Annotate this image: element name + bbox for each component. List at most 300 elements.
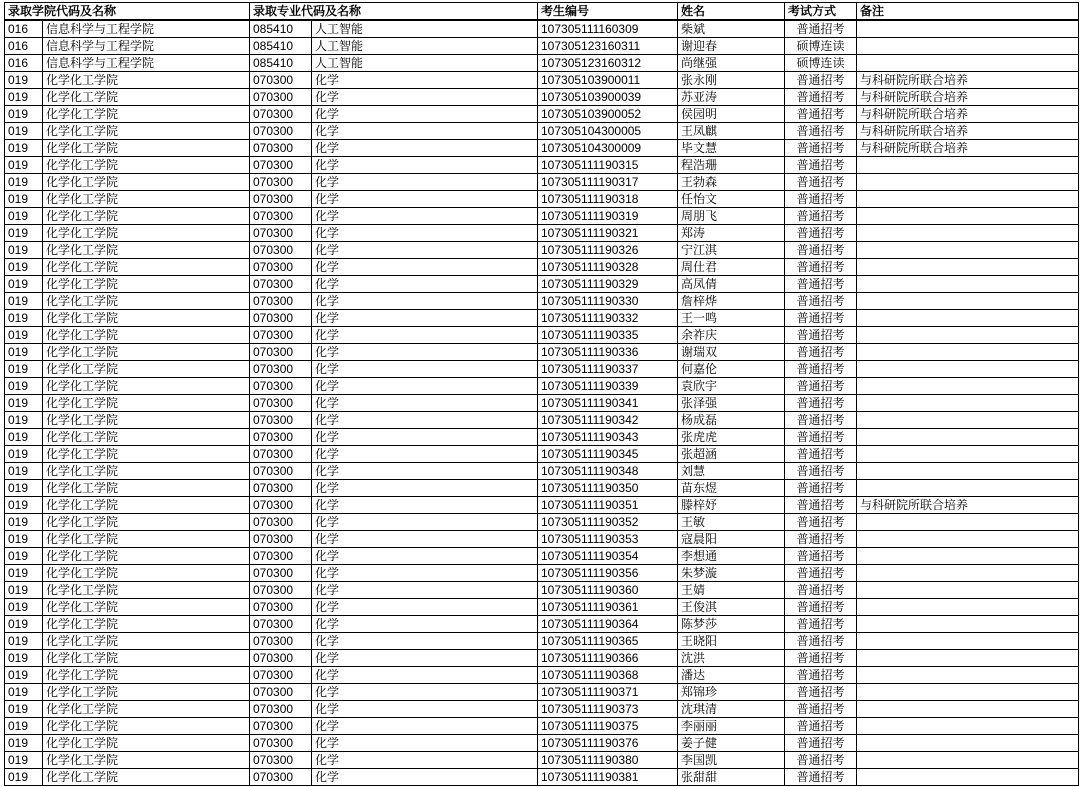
cell-note bbox=[857, 531, 1079, 548]
cell-major-code: 070300 bbox=[250, 89, 312, 106]
cell-exam-type: 普通招考 bbox=[785, 361, 857, 378]
cell-student-id: 107305111190329 bbox=[538, 276, 678, 293]
cell-note bbox=[857, 157, 1079, 174]
cell-college-name: 化学化工学院 bbox=[43, 667, 250, 684]
cell-exam-type: 普通招考 bbox=[785, 123, 857, 140]
cell-exam-type: 普通招考 bbox=[785, 344, 857, 361]
cell-major-code: 070300 bbox=[250, 140, 312, 157]
table-row bbox=[5, 480, 1079, 497]
cell-major-name: 化学 bbox=[312, 429, 538, 446]
cell-major-code: 070300 bbox=[250, 582, 312, 599]
cell-exam-type: 普通招考 bbox=[785, 480, 857, 497]
cell-college-name: 化学化工学院 bbox=[43, 463, 250, 480]
cell-student-id: 107305111190381 bbox=[538, 769, 678, 786]
cell-note bbox=[857, 735, 1079, 752]
cell-note bbox=[857, 38, 1079, 55]
cell-student-name: 宁江淇 bbox=[678, 242, 785, 259]
table-row bbox=[5, 514, 1079, 531]
cell-student-name: 张永刚 bbox=[678, 72, 785, 89]
cell-major-code: 070300 bbox=[250, 191, 312, 208]
cell-note bbox=[857, 514, 1079, 531]
cell-college-code: 019 bbox=[5, 378, 43, 395]
cell-major-code: 070300 bbox=[250, 565, 312, 582]
cell-college-code: 019 bbox=[5, 344, 43, 361]
cell-student-id: 107305111190328 bbox=[538, 259, 678, 276]
cell-exam-type: 普通招考 bbox=[785, 140, 857, 157]
cell-exam-type: 普通招考 bbox=[785, 531, 857, 548]
cell-student-id: 107305104300009 bbox=[538, 140, 678, 157]
cell-exam-type: 普通招考 bbox=[785, 157, 857, 174]
header-exam-type: 考试方式 bbox=[785, 3, 857, 21]
cell-college-code: 016 bbox=[5, 20, 43, 38]
cell-note bbox=[857, 55, 1079, 72]
cell-student-id: 107305111190317 bbox=[538, 174, 678, 191]
table-row bbox=[5, 718, 1079, 735]
cell-major-code: 070300 bbox=[250, 616, 312, 633]
cell-college-code: 019 bbox=[5, 259, 43, 276]
cell-college-code: 019 bbox=[5, 582, 43, 599]
cell-college-name: 化学化工学院 bbox=[43, 310, 250, 327]
cell-student-id: 107305123160312 bbox=[538, 55, 678, 72]
cell-college-code: 019 bbox=[5, 548, 43, 565]
cell-major-name: 化学 bbox=[312, 531, 538, 548]
cell-college-code: 019 bbox=[5, 276, 43, 293]
table-row bbox=[5, 174, 1079, 191]
cell-major-name: 化学 bbox=[312, 72, 538, 89]
cell-exam-type: 硕博连读 bbox=[785, 55, 857, 72]
cell-college-code: 019 bbox=[5, 123, 43, 140]
cell-student-name: 詹梓烨 bbox=[678, 293, 785, 310]
cell-college-name: 化学化工学院 bbox=[43, 769, 250, 786]
cell-exam-type: 硕博连读 bbox=[785, 38, 857, 55]
cell-major-code: 070300 bbox=[250, 701, 312, 718]
table-row bbox=[5, 361, 1079, 378]
cell-college-name: 信息科学与工程学院 bbox=[43, 20, 250, 38]
cell-major-code: 070300 bbox=[250, 378, 312, 395]
cell-college-name: 化学化工学院 bbox=[43, 684, 250, 701]
cell-exam-type: 普通招考 bbox=[785, 191, 857, 208]
cell-major-name: 化学 bbox=[312, 259, 538, 276]
cell-college-code: 019 bbox=[5, 310, 43, 327]
table-row bbox=[5, 123, 1079, 140]
cell-student-id: 107305111190365 bbox=[538, 633, 678, 650]
cell-major-code: 070300 bbox=[250, 548, 312, 565]
cell-student-name: 王凤麒 bbox=[678, 123, 785, 140]
cell-college-name: 化学化工学院 bbox=[43, 293, 250, 310]
cell-major-name: 化学 bbox=[312, 293, 538, 310]
table-row bbox=[5, 395, 1079, 412]
cell-note: 与科研院所联合培养 bbox=[857, 106, 1079, 123]
cell-exam-type: 普通招考 bbox=[785, 769, 857, 786]
cell-major-name: 化学 bbox=[312, 735, 538, 752]
cell-student-name: 高凤倩 bbox=[678, 276, 785, 293]
cell-exam-type: 普通招考 bbox=[785, 174, 857, 191]
cell-major-name: 化学 bbox=[312, 667, 538, 684]
cell-college-code: 019 bbox=[5, 225, 43, 242]
table-row bbox=[5, 463, 1079, 480]
cell-exam-type: 普通招考 bbox=[785, 735, 857, 752]
table-row bbox=[5, 497, 1079, 514]
cell-major-name: 化学 bbox=[312, 582, 538, 599]
table-row bbox=[5, 735, 1079, 752]
table-row bbox=[5, 242, 1079, 259]
cell-major-code: 070300 bbox=[250, 276, 312, 293]
cell-student-id: 107305111190335 bbox=[538, 327, 678, 344]
cell-major-code: 070300 bbox=[250, 225, 312, 242]
cell-student-name: 周朋飞 bbox=[678, 208, 785, 225]
cell-student-name: 周仕君 bbox=[678, 259, 785, 276]
cell-student-id: 107305111190348 bbox=[538, 463, 678, 480]
table-row bbox=[5, 616, 1079, 633]
cell-note bbox=[857, 395, 1079, 412]
cell-major-name: 人工智能 bbox=[312, 55, 538, 72]
cell-note bbox=[857, 361, 1079, 378]
cell-student-name: 张泽强 bbox=[678, 395, 785, 412]
cell-college-code: 019 bbox=[5, 752, 43, 769]
cell-note bbox=[857, 650, 1079, 667]
cell-college-code: 019 bbox=[5, 395, 43, 412]
cell-exam-type: 普通招考 bbox=[785, 650, 857, 667]
cell-student-name: 余祚庆 bbox=[678, 327, 785, 344]
cell-college-name: 化学化工学院 bbox=[43, 412, 250, 429]
cell-note bbox=[857, 616, 1079, 633]
cell-major-name: 化学 bbox=[312, 327, 538, 344]
cell-student-id: 107305111190354 bbox=[538, 548, 678, 565]
cell-student-name: 刘慧 bbox=[678, 463, 785, 480]
cell-college-name: 化学化工学院 bbox=[43, 565, 250, 582]
cell-student-name: 杨成磊 bbox=[678, 412, 785, 429]
cell-major-code: 070300 bbox=[250, 310, 312, 327]
cell-student-id: 107305111190380 bbox=[538, 752, 678, 769]
cell-college-code: 019 bbox=[5, 531, 43, 548]
cell-student-id: 107305111190332 bbox=[538, 310, 678, 327]
cell-student-name: 张甜甜 bbox=[678, 769, 785, 786]
cell-note bbox=[857, 20, 1079, 38]
cell-college-name: 化学化工学院 bbox=[43, 633, 250, 650]
cell-student-name: 王一鸣 bbox=[678, 310, 785, 327]
cell-exam-type: 普通招考 bbox=[785, 514, 857, 531]
cell-student-id: 107305111190361 bbox=[538, 599, 678, 616]
cell-college-code: 019 bbox=[5, 565, 43, 582]
cell-student-id: 107305111190343 bbox=[538, 429, 678, 446]
cell-major-code: 070300 bbox=[250, 514, 312, 531]
cell-college-name: 化学化工学院 bbox=[43, 531, 250, 548]
cell-student-id: 107305104300005 bbox=[538, 123, 678, 140]
cell-note bbox=[857, 480, 1079, 497]
cell-note bbox=[857, 208, 1079, 225]
cell-student-id: 107305103900039 bbox=[538, 89, 678, 106]
cell-student-name: 任怡文 bbox=[678, 191, 785, 208]
cell-note: 与科研院所联合培养 bbox=[857, 140, 1079, 157]
cell-college-code: 019 bbox=[5, 327, 43, 344]
cell-major-name: 化学 bbox=[312, 344, 538, 361]
table-row bbox=[5, 565, 1079, 582]
cell-exam-type: 普通招考 bbox=[785, 310, 857, 327]
cell-note bbox=[857, 174, 1079, 191]
cell-major-code: 070300 bbox=[250, 446, 312, 463]
cell-college-code: 019 bbox=[5, 293, 43, 310]
cell-note bbox=[857, 259, 1079, 276]
cell-major-name: 化学 bbox=[312, 361, 538, 378]
cell-college-code: 019 bbox=[5, 633, 43, 650]
cell-student-id: 107305111190352 bbox=[538, 514, 678, 531]
cell-college-name: 化学化工学院 bbox=[43, 106, 250, 123]
cell-student-name: 王勃森 bbox=[678, 174, 785, 191]
cell-major-name: 化学 bbox=[312, 565, 538, 582]
cell-college-name: 化学化工学院 bbox=[43, 157, 250, 174]
cell-college-code: 019 bbox=[5, 616, 43, 633]
cell-student-name: 柴斌 bbox=[678, 20, 785, 38]
cell-college-name: 化学化工学院 bbox=[43, 225, 250, 242]
cell-student-id: 107305111190319 bbox=[538, 208, 678, 225]
cell-note: 与科研院所联合培养 bbox=[857, 72, 1079, 89]
cell-college-name: 化学化工学院 bbox=[43, 174, 250, 191]
cell-student-id: 107305111190375 bbox=[538, 718, 678, 735]
table-row bbox=[5, 752, 1079, 769]
cell-student-name: 王婧 bbox=[678, 582, 785, 599]
cell-college-name: 化学化工学院 bbox=[43, 344, 250, 361]
cell-exam-type: 普通招考 bbox=[785, 276, 857, 293]
cell-student-name: 李国凯 bbox=[678, 752, 785, 769]
cell-note bbox=[857, 242, 1079, 259]
cell-student-name: 滕梓妤 bbox=[678, 497, 785, 514]
cell-college-code: 016 bbox=[5, 55, 43, 72]
table-body bbox=[5, 20, 1079, 786]
cell-college-name: 化学化工学院 bbox=[43, 429, 250, 446]
cell-college-name: 化学化工学院 bbox=[43, 208, 250, 225]
table-row bbox=[5, 259, 1079, 276]
header-name: 姓名 bbox=[678, 3, 785, 21]
cell-exam-type: 普通招考 bbox=[785, 72, 857, 89]
table-row bbox=[5, 89, 1079, 106]
cell-college-name: 化学化工学院 bbox=[43, 735, 250, 752]
cell-student-id: 107305111190339 bbox=[538, 378, 678, 395]
cell-student-name: 袁欣宇 bbox=[678, 378, 785, 395]
cell-note bbox=[857, 378, 1079, 395]
cell-student-name: 李想通 bbox=[678, 548, 785, 565]
cell-major-code: 070300 bbox=[250, 531, 312, 548]
cell-college-code: 019 bbox=[5, 701, 43, 718]
cell-college-name: 化学化工学院 bbox=[43, 89, 250, 106]
cell-major-code: 085410 bbox=[250, 55, 312, 72]
cell-student-id: 107305111190315 bbox=[538, 157, 678, 174]
cell-student-id: 107305111190350 bbox=[538, 480, 678, 497]
cell-student-id: 107305111190337 bbox=[538, 361, 678, 378]
cell-major-code: 070300 bbox=[250, 497, 312, 514]
cell-major-name: 化学 bbox=[312, 463, 538, 480]
cell-college-name: 化学化工学院 bbox=[43, 497, 250, 514]
table-row bbox=[5, 548, 1079, 565]
header-note: 备注 bbox=[857, 3, 1079, 21]
cell-major-code: 085410 bbox=[250, 38, 312, 55]
cell-major-code: 070300 bbox=[250, 684, 312, 701]
cell-note bbox=[857, 276, 1079, 293]
cell-major-code: 070300 bbox=[250, 174, 312, 191]
cell-student-id: 107305103900052 bbox=[538, 106, 678, 123]
cell-college-name: 化学化工学院 bbox=[43, 327, 250, 344]
cell-note bbox=[857, 293, 1079, 310]
cell-major-name: 化学 bbox=[312, 140, 538, 157]
cell-student-name: 沈洪 bbox=[678, 650, 785, 667]
table-row bbox=[5, 667, 1079, 684]
cell-student-id: 107305111190318 bbox=[538, 191, 678, 208]
table-row bbox=[5, 293, 1079, 310]
cell-major-code: 070300 bbox=[250, 650, 312, 667]
cell-major-code: 070300 bbox=[250, 157, 312, 174]
cell-college-code: 019 bbox=[5, 650, 43, 667]
cell-note bbox=[857, 310, 1079, 327]
cell-major-name: 化学 bbox=[312, 718, 538, 735]
cell-exam-type: 普通招考 bbox=[785, 412, 857, 429]
cell-note bbox=[857, 327, 1079, 344]
table-row bbox=[5, 191, 1079, 208]
cell-exam-type: 普通招考 bbox=[785, 327, 857, 344]
table-row bbox=[5, 344, 1079, 361]
cell-student-id: 107305111190330 bbox=[538, 293, 678, 310]
cell-student-name: 何嘉伦 bbox=[678, 361, 785, 378]
cell-college-name: 化学化工学院 bbox=[43, 72, 250, 89]
cell-note bbox=[857, 701, 1079, 718]
table-row bbox=[5, 769, 1079, 786]
cell-major-code: 070300 bbox=[250, 480, 312, 497]
cell-college-code: 019 bbox=[5, 684, 43, 701]
cell-note bbox=[857, 718, 1079, 735]
cell-student-id: 107305111190360 bbox=[538, 582, 678, 599]
cell-college-code: 019 bbox=[5, 446, 43, 463]
cell-exam-type: 普通招考 bbox=[785, 208, 857, 225]
cell-student-name: 苗东煜 bbox=[678, 480, 785, 497]
cell-exam-type: 普通招考 bbox=[785, 225, 857, 242]
cell-student-name: 朱梦漩 bbox=[678, 565, 785, 582]
cell-major-name: 化学 bbox=[312, 548, 538, 565]
cell-major-code: 070300 bbox=[250, 72, 312, 89]
cell-college-code: 016 bbox=[5, 38, 43, 55]
table-row bbox=[5, 225, 1079, 242]
cell-college-name: 化学化工学院 bbox=[43, 378, 250, 395]
cell-college-name: 化学化工学院 bbox=[43, 582, 250, 599]
cell-exam-type: 普通招考 bbox=[785, 752, 857, 769]
cell-major-code: 070300 bbox=[250, 735, 312, 752]
cell-college-name: 化学化工学院 bbox=[43, 242, 250, 259]
cell-note bbox=[857, 429, 1079, 446]
cell-major-name: 化学 bbox=[312, 684, 538, 701]
cell-major-name: 化学 bbox=[312, 276, 538, 293]
cell-student-id: 107305111190368 bbox=[538, 667, 678, 684]
cell-note bbox=[857, 599, 1079, 616]
table-row bbox=[5, 327, 1079, 344]
cell-college-code: 019 bbox=[5, 72, 43, 89]
cell-student-name: 毕文慧 bbox=[678, 140, 785, 157]
cell-college-code: 019 bbox=[5, 769, 43, 786]
cell-exam-type: 普通招考 bbox=[785, 446, 857, 463]
cell-exam-type: 普通招考 bbox=[785, 599, 857, 616]
cell-major-name: 化学 bbox=[312, 480, 538, 497]
admission-table bbox=[4, 2, 1079, 786]
cell-student-name: 尚继强 bbox=[678, 55, 785, 72]
cell-college-code: 019 bbox=[5, 412, 43, 429]
cell-student-id: 107305111190376 bbox=[538, 735, 678, 752]
cell-note bbox=[857, 565, 1079, 582]
cell-college-code: 019 bbox=[5, 667, 43, 684]
cell-exam-type: 普通招考 bbox=[785, 565, 857, 582]
cell-college-code: 019 bbox=[5, 361, 43, 378]
cell-major-name: 化学 bbox=[312, 378, 538, 395]
table-row bbox=[5, 378, 1079, 395]
cell-exam-type: 普通招考 bbox=[785, 497, 857, 514]
cell-student-name: 谢迎春 bbox=[678, 38, 785, 55]
cell-note bbox=[857, 684, 1079, 701]
cell-major-name: 化学 bbox=[312, 650, 538, 667]
cell-note bbox=[857, 412, 1079, 429]
cell-student-id: 107305111190341 bbox=[538, 395, 678, 412]
table-row bbox=[5, 446, 1079, 463]
cell-student-id: 107305103900011 bbox=[538, 72, 678, 89]
cell-major-name: 化学 bbox=[312, 412, 538, 429]
cell-note: 与科研院所联合培养 bbox=[857, 497, 1079, 514]
cell-exam-type: 普通招考 bbox=[785, 293, 857, 310]
cell-note bbox=[857, 752, 1079, 769]
cell-note bbox=[857, 633, 1079, 650]
cell-college-code: 019 bbox=[5, 429, 43, 446]
cell-student-name: 李丽丽 bbox=[678, 718, 785, 735]
cell-student-name: 沈琪清 bbox=[678, 701, 785, 718]
cell-note: 与科研院所联合培养 bbox=[857, 89, 1079, 106]
cell-exam-type: 普通招考 bbox=[785, 395, 857, 412]
cell-note bbox=[857, 582, 1079, 599]
cell-major-name: 化学 bbox=[312, 174, 538, 191]
cell-student-name: 姜子健 bbox=[678, 735, 785, 752]
cell-student-name: 郑涛 bbox=[678, 225, 785, 242]
cell-major-name: 化学 bbox=[312, 89, 538, 106]
cell-student-name: 侯园明 bbox=[678, 106, 785, 123]
cell-college-code: 019 bbox=[5, 89, 43, 106]
cell-college-code: 019 bbox=[5, 208, 43, 225]
table-row bbox=[5, 140, 1079, 157]
cell-college-code: 019 bbox=[5, 463, 43, 480]
table-row bbox=[5, 531, 1079, 548]
table-row bbox=[5, 701, 1079, 718]
cell-student-id: 107305111190353 bbox=[538, 531, 678, 548]
cell-major-name: 化学 bbox=[312, 497, 538, 514]
cell-major-name: 化学 bbox=[312, 701, 538, 718]
cell-student-id: 107305111190371 bbox=[538, 684, 678, 701]
cell-major-name: 化学 bbox=[312, 123, 538, 140]
table-row bbox=[5, 633, 1079, 650]
cell-college-name: 化学化工学院 bbox=[43, 752, 250, 769]
cell-major-code: 070300 bbox=[250, 123, 312, 140]
cell-college-name: 化学化工学院 bbox=[43, 480, 250, 497]
cell-major-name: 化学 bbox=[312, 157, 538, 174]
cell-note bbox=[857, 225, 1079, 242]
cell-student-name: 陈梦莎 bbox=[678, 616, 785, 633]
cell-major-code: 070300 bbox=[250, 633, 312, 650]
cell-college-code: 019 bbox=[5, 480, 43, 497]
cell-major-code: 070300 bbox=[250, 361, 312, 378]
cell-college-name: 化学化工学院 bbox=[43, 191, 250, 208]
cell-college-name: 化学化工学院 bbox=[43, 599, 250, 616]
cell-note bbox=[857, 667, 1079, 684]
cell-student-id: 107305111190326 bbox=[538, 242, 678, 259]
cell-student-id: 107305111190345 bbox=[538, 446, 678, 463]
cell-college-name: 化学化工学院 bbox=[43, 123, 250, 140]
cell-exam-type: 普通招考 bbox=[785, 616, 857, 633]
cell-major-name: 化学 bbox=[312, 208, 538, 225]
cell-major-code: 085410 bbox=[250, 20, 312, 38]
cell-exam-type: 普通招考 bbox=[785, 667, 857, 684]
cell-note bbox=[857, 548, 1079, 565]
cell-major-name: 化学 bbox=[312, 106, 538, 123]
cell-exam-type: 普通招考 bbox=[785, 89, 857, 106]
